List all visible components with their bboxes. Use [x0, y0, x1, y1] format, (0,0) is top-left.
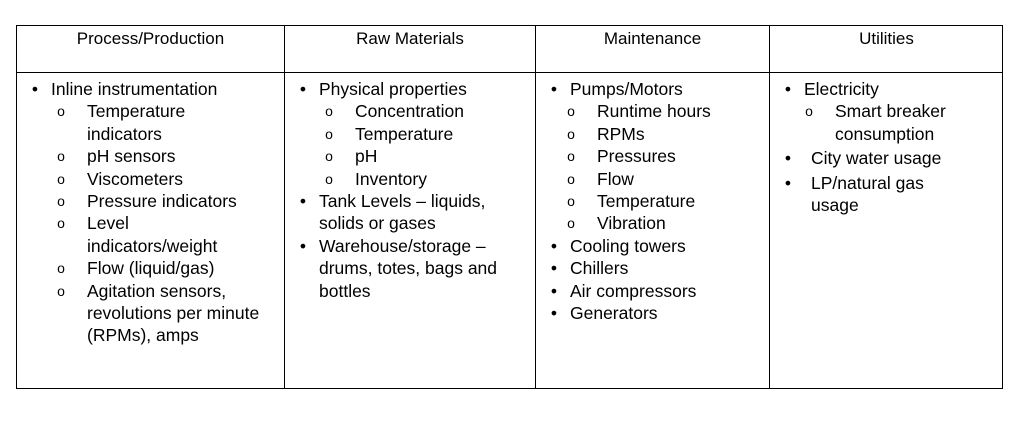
sub-list-item: o Flow	[561, 168, 765, 190]
sub-list-item: o Temperature	[319, 123, 532, 145]
circle-bullet-icon: o	[567, 215, 575, 232]
circle-bullet-icon: o	[325, 125, 333, 142]
list-item: • Chillers	[547, 257, 765, 279]
header-process-production: Process/Production	[76, 29, 225, 48]
list-item: • Inline instrumentation o Temperature indicators o pH sensors o Viscometers o Pressure indicators o Level indicators/weight o Flow (liquid/gas) o Agitation sensors, revolutions per minute (RPMs), amps	[28, 78, 278, 347]
list-item: • Physical properties o Concentration o Temperature o pH o Inventory	[296, 78, 532, 190]
sub-list-item: o Temperature indicators	[51, 100, 237, 145]
header-divider	[17, 72, 1002, 73]
bullet-icon: •	[784, 79, 792, 99]
bullet-icon: •	[550, 303, 558, 324]
circle-bullet-icon: o	[325, 170, 333, 187]
circle-bullet-icon: o	[325, 148, 333, 165]
sub-list-item: o Agitation sensors, revolutions per minute (RPMs), amps	[51, 280, 263, 347]
circle-bullet-icon: o	[57, 282, 65, 299]
header-utilities: Utilities	[859, 29, 914, 48]
bullet-icon: •	[550, 258, 558, 279]
circle-bullet-icon: o	[57, 215, 65, 232]
list-item: • City water usage	[781, 147, 996, 169]
circle-bullet-icon: o	[57, 260, 65, 277]
sub-list-item: o Pressures	[561, 145, 765, 167]
bullet-icon: •	[31, 79, 39, 99]
sub-list-item: o RPMs	[561, 123, 765, 145]
bullet-icon: •	[299, 191, 307, 212]
circle-bullet-icon: o	[57, 103, 65, 120]
column-divider	[284, 26, 285, 388]
list-item: • Electricity o Smart breaker consumption	[781, 78, 996, 145]
bullet-icon: •	[299, 79, 307, 99]
utilities-column	[781, 78, 996, 216]
sub-list-item: o Inventory	[319, 168, 532, 190]
sub-list-item: o Temperature	[561, 190, 765, 212]
process-column	[28, 78, 278, 347]
list-item: • Pumps/Motors o Runtime hours o RPMs o Pressures o Flow o Temperature o Vibration	[547, 78, 765, 235]
circle-bullet-icon: o	[567, 193, 575, 210]
sub-list-item: o Vibration	[561, 212, 765, 234]
circle-bullet-icon: o	[567, 148, 575, 165]
sub-list-item: o pH	[319, 145, 532, 167]
column-divider	[535, 26, 536, 388]
bullet-icon: •	[550, 79, 558, 99]
sub-list-item: o Level indicators/weight	[51, 212, 237, 257]
sub-list-item: o Runtime hours	[561, 100, 765, 122]
list-item: • Warehouse/storage – drums, totes, bags and bottles	[296, 235, 529, 302]
sub-list-item: o Smart breaker consumption	[799, 100, 995, 145]
sub-list-item: o Pressure indicators	[51, 190, 278, 212]
bullet-icon: •	[784, 148, 792, 169]
circle-bullet-icon: o	[567, 170, 575, 187]
circle-bullet-icon: o	[57, 193, 65, 210]
list-item: • Cooling towers	[547, 235, 765, 257]
header-raw-materials: Raw Materials	[356, 29, 464, 48]
raw-materials-column	[296, 78, 532, 302]
bullet-icon: •	[299, 235, 307, 256]
circle-bullet-icon: o	[567, 125, 575, 142]
sub-list-item: o Concentration	[319, 100, 532, 122]
list-item: • Tank Levels – liquids, solids or gases	[296, 190, 519, 235]
list-item: • Air compressors	[547, 280, 765, 302]
bullet-icon: •	[550, 280, 558, 301]
sub-list-item: o pH sensors	[51, 145, 278, 167]
column-divider	[769, 26, 770, 388]
bullet-icon: •	[784, 172, 792, 193]
circle-bullet-icon: o	[57, 170, 65, 187]
sub-list-item: o Viscometers	[51, 168, 278, 190]
bullet-icon: •	[550, 235, 558, 256]
maintenance-column	[547, 78, 765, 324]
circle-bullet-icon: o	[57, 148, 65, 165]
circle-bullet-icon: o	[325, 103, 333, 120]
header-maintenance: Maintenance	[603, 29, 702, 48]
circle-bullet-icon: o	[805, 103, 813, 120]
circle-bullet-icon: o	[567, 103, 575, 120]
list-item: • LP/natural gas usage	[781, 172, 961, 217]
list-item: • Generators	[547, 302, 765, 324]
sub-list-item: o Flow (liquid/gas)	[51, 257, 278, 279]
data-sources-table	[16, 25, 1003, 389]
